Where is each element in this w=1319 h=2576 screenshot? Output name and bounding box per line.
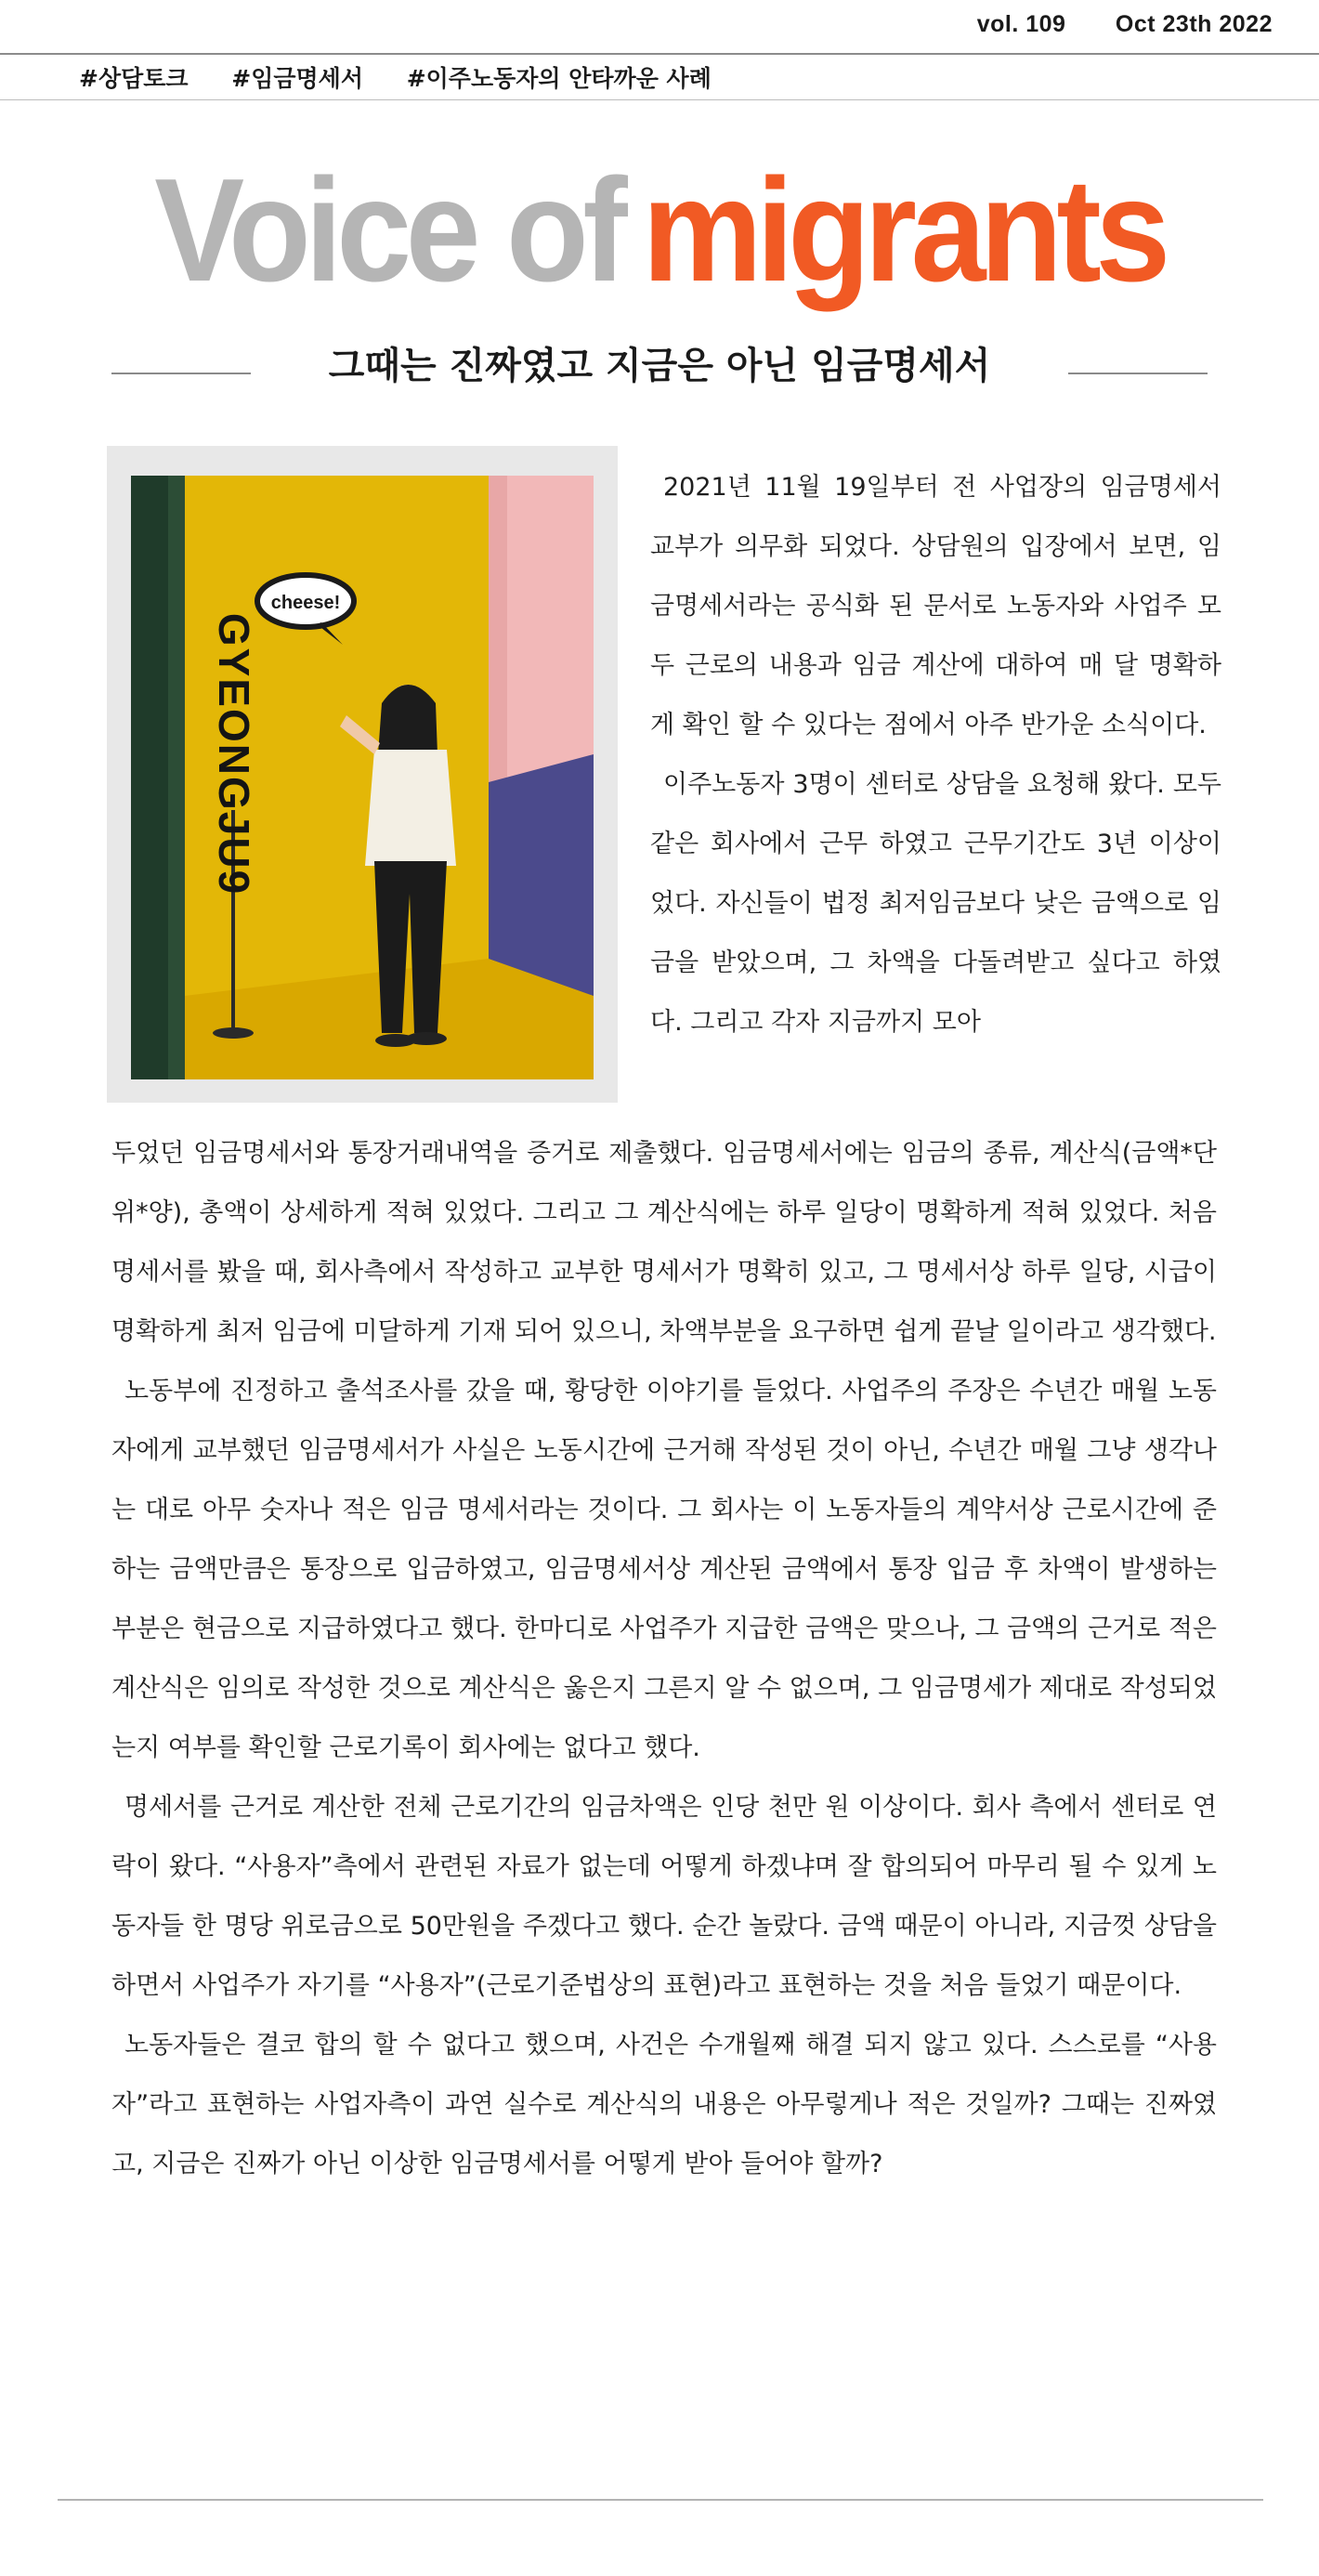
masthead-title — [53, 149, 1266, 312]
article-title-row — [111, 340, 1208, 392]
masthead-grey-text: Voice of — [154, 149, 622, 312]
article-body-top — [650, 458, 1221, 1053]
article-paragraph: 노동부에 진정하고 출석조사를 갔을 때, 황당한 이야기를 들었다. 사업주의 주장은 수년간 매월 노동자에게 교부했던 임금명세서가 사실은 노동시간에 근거해 작성된 것이 아닌, 수년간 매월 그냥 생각나는 대로 아무 숫자나 적은 임금 명세서라는 것이다. 그 회사는 이 노동자들의 계약서상 근로시간에 준하는 금액만큼은 통장으로 입금하였고, 임금명세서상 계산된 금액에서 통장 입금 후 차액이 발생하는 부분은 현금으로 지급하였다고 했다. 한마디로 사업주가 지급한 금액은 맞으나, 그 금액의 근거로 적은 계산식은 임의로 작성한 것으로 계산식은 옳은지 그른지 알 수 없으며, 그 임금명세가 제대로 작성되었는지 여부를 확인할 근로기록이 회사에는 없다고 했다. — [111, 1377, 1217, 1762]
article-title: 그때는 진짜였고 지금은 아닌 임금명세서 — [328, 345, 991, 387]
header-bottom-rule — [0, 99, 1319, 100]
masthead-orange-text: migrants — [642, 149, 1165, 312]
title-divider-right — [1068, 373, 1208, 374]
article-paragraph: 이주노동자 3명이 센터로 상담을 요청해 왔다. 모두같은 회사에서 근무 하였고 근무기간도 3년 이상이었다. 자신들이 법정 최저임금보다 낮은 금액으로 임금을 받았으며, 그 차액을 다돌려받고 싶다고 하였다. 그리고 각자 지금까지 모아 — [650, 770, 1221, 1037]
hashtag: #상담토크 — [79, 65, 189, 92]
hashtag-bar — [79, 60, 747, 94]
photo-frame — [107, 446, 618, 1103]
article-body-main — [111, 1124, 1217, 2194]
issue-info — [977, 11, 1273, 38]
article-photo — [131, 476, 594, 1079]
header-top-rule — [0, 53, 1319, 55]
issue-date: Oct 23th 2022 — [1115, 11, 1273, 37]
article-paragraph: 명세서를 근거로 계산한 전체 근로기간의 임금차액은 인당 천만 원 이상이다. 회사 측에서 센터로 연락이 왔다. “사용자”측에서 관련된 자료가 없는데 어떻게 하겠냐며 잘 합의되어 마무리 될 수 있게 노동자들 한 명당 위로금으로 50만원을 주겠다고 했다. 순간 놀랐다. 금액 때문이 아니라, 지금껏 상담을 하면서 사업주가 자기를 “사용자”(근로기준법상의 표현)라고 표현하는 것을 처음 들었기 때문이다. — [111, 1793, 1217, 2000]
volume-number: vol. 109 — [976, 11, 1066, 37]
article-paragraph: 두었던 임금명세서와 통장거래내역을 증거로 제출했다. 임금명세서에는 임금의 종류, 계산식(금액*단위*양), 총액이 상세하게 적혀 있었다. 그리고 그 계산식에는 하루 일당이 명확하게 적혀 있었다. 처음 명세서를 봤을 때, 회사측에서 작성하고 교부한 명세서가 명확히 있고, 그 명세서상 하루 일당, 시급이 명확하게 최저 임금에 미달하게 기재 되어 있으니, 차액부분을 요구하면 쉽게 끝날 일이라고 생각했다. — [111, 1139, 1217, 1346]
article-paragraph: 노동자들은 결코 합의 할 수 없다고 했으며, 사건은 수개월째 해결 되지 않고 있다. 스스로를 “사용자”라고 표현하는 사업자측이 과연 실수로 계산식의 내용은 아무렇게나 적은 것일까? 그때는 진짜였고, 지금은 진짜가 아닌 이상한 임금명세서를 어떻게 받아 들어야 할까? — [111, 2031, 1217, 2178]
article-paragraph: 2021년 11월 19일부터 전 사업장의 임금명세서 교부가 의무화 되었다. 상담원의 입장에서 보면, 임금명세서라는 공식화 된 문서로 노동자와 사업주 모두 근로의 내용과 임금 계산에 대하여 매 달 명확하게 확인 할 수 있다는 점에서 아주 반가운 소식이다. — [650, 473, 1221, 739]
wall-lettering: GYEONGJU9 — [210, 612, 258, 896]
hashtag: #임금명세서 — [231, 65, 363, 92]
footer-rule — [58, 2499, 1263, 2501]
hashtag: #이주노동자의 안타까운 사례 — [406, 65, 712, 92]
speech-bubble-text: cheese! — [270, 593, 341, 613]
